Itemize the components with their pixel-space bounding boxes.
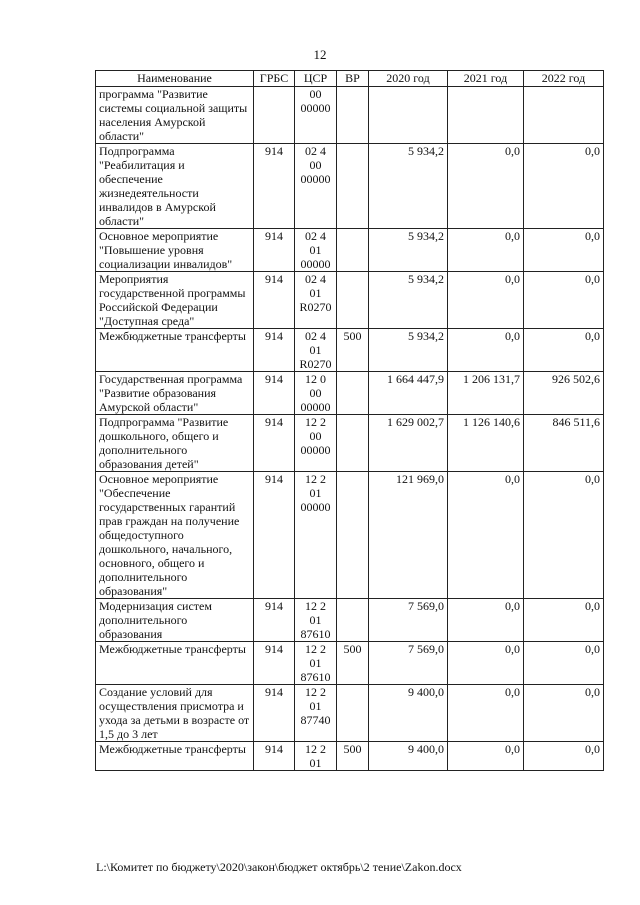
cell-grbs: 914 <box>254 329 295 372</box>
cell-2022: 926 502,6 <box>524 372 604 415</box>
cell-grbs: 914 <box>254 742 295 771</box>
cell-2020: 5 934,2 <box>369 329 448 372</box>
cell-grbs: 914 <box>254 472 295 599</box>
cell-csr <box>295 144 337 229</box>
cell-2021: 0,0 <box>448 144 524 229</box>
cell-2020 <box>369 87 448 144</box>
csr-code-part: 00 <box>309 87 322 101</box>
cell-name: Межбюджетные трансферты <box>96 329 254 372</box>
cell-2022 <box>524 87 604 144</box>
csr-code-part: 12 2 <box>305 742 326 756</box>
cell-vr: 500 <box>337 642 369 685</box>
cell-csr <box>295 329 337 372</box>
csr-code-part: 12 2 <box>305 685 326 699</box>
cell-vr: 500 <box>337 742 369 771</box>
footer-file-path: L:\Комитет по бюджету\2020\закон\бюджет октябрь\2 тение\Zakon.docx <box>96 860 462 874</box>
header-grbs: ГРБС <box>254 71 295 87</box>
cell-vr <box>337 472 369 599</box>
cell-2020: 1 664 447,9 <box>369 372 448 415</box>
csr-code-part: 87610 <box>300 627 331 641</box>
csr-code-part: 01 <box>309 699 322 713</box>
csr-code-part: 01 <box>309 656 322 670</box>
header-vr: ВР <box>337 71 369 87</box>
cell-2021: 0,0 <box>448 329 524 372</box>
table-row <box>96 229 604 272</box>
cell-csr <box>295 415 337 472</box>
csr-code-part: 12 2 <box>305 642 326 656</box>
csr-code-part: 12 2 <box>305 599 326 613</box>
csr-code-part: R0270 <box>299 300 332 314</box>
table-header-row <box>96 71 604 87</box>
cell-2021: 0,0 <box>448 272 524 329</box>
cell-2022: 0,0 <box>524 599 604 642</box>
cell-vr <box>337 87 369 144</box>
table-row <box>96 685 604 742</box>
cell-2021: 0,0 <box>448 685 524 742</box>
csr-code-part: 87610 <box>300 670 331 684</box>
cell-grbs <box>254 87 295 144</box>
table-row <box>96 642 604 685</box>
csr-code-part: 87740 <box>300 713 331 727</box>
csr-code-part: 12 0 <box>305 372 326 386</box>
cell-2021: 0,0 <box>448 642 524 685</box>
cell-2022: 0,0 <box>524 472 604 599</box>
cell-grbs: 914 <box>254 599 295 642</box>
csr-code-part: 01 <box>309 243 322 257</box>
cell-2021: 0,0 <box>448 599 524 642</box>
csr-code-part: 01 <box>309 613 322 627</box>
cell-grbs: 914 <box>254 685 295 742</box>
cell-csr <box>295 742 337 771</box>
csr-code-part: R0270 <box>299 357 332 371</box>
cell-vr <box>337 415 369 472</box>
csr-code-part: 01 <box>309 486 322 500</box>
csr-code-part: 00000 <box>300 500 331 514</box>
cell-vr <box>337 372 369 415</box>
table-row <box>96 599 604 642</box>
cell-vr: 500 <box>337 329 369 372</box>
cell-2022: 0,0 <box>524 229 604 272</box>
table-row <box>96 272 604 329</box>
cell-name: Межбюджетные трансферты <box>96 642 254 685</box>
cell-2022: 0,0 <box>524 272 604 329</box>
csr-code-part: 12 2 <box>305 472 326 486</box>
header-2021: 2021 год <box>448 71 524 87</box>
cell-grbs: 914 <box>254 229 295 272</box>
cell-2020: 7 569,0 <box>369 599 448 642</box>
cell-name: Модернизация систем дополнительного образования <box>96 599 254 642</box>
cell-csr <box>295 642 337 685</box>
cell-vr <box>337 144 369 229</box>
cell-csr <box>295 685 337 742</box>
csr-code-part: 12 2 <box>305 415 326 429</box>
cell-2022: 846 511,6 <box>524 415 604 472</box>
table-row <box>96 472 604 599</box>
cell-vr <box>337 272 369 329</box>
cell-name: Государственная программа "Развитие образования Амурской области" <box>96 372 254 415</box>
cell-2021: 1 206 131,7 <box>448 372 524 415</box>
table-row <box>96 742 604 771</box>
csr-code-part: 02 4 <box>305 229 326 243</box>
csr-code-part: 00000 <box>300 443 331 457</box>
cell-csr <box>295 87 337 144</box>
cell-csr <box>295 372 337 415</box>
cell-csr <box>295 472 337 599</box>
cell-2022: 0,0 <box>524 144 604 229</box>
cell-2020: 5 934,2 <box>369 144 448 229</box>
cell-2022: 0,0 <box>524 685 604 742</box>
cell-grbs: 914 <box>254 415 295 472</box>
cell-grbs: 914 <box>254 144 295 229</box>
csr-code-part: 00 <box>309 429 322 443</box>
cell-2020: 1 629 002,7 <box>369 415 448 472</box>
cell-2020: 9 400,0 <box>369 685 448 742</box>
csr-code-part: 00000 <box>300 257 331 271</box>
cell-name: Основное мероприятие "Обеспечение государственных гарантий прав граждан на получение общедоступного дошкольного, начального, основного, общего и дополнительного образования" <box>96 472 254 599</box>
cell-vr <box>337 685 369 742</box>
cell-2020: 5 934,2 <box>369 272 448 329</box>
csr-code-part: 01 <box>309 286 322 300</box>
csr-code-part: 01 <box>309 343 322 357</box>
budget-table <box>95 70 604 771</box>
cell-grbs: 914 <box>254 372 295 415</box>
cell-2021: 1 126 140,6 <box>448 415 524 472</box>
cell-csr <box>295 229 337 272</box>
csr-code-part: 00000 <box>300 172 331 186</box>
cell-name: программа "Развитие системы социальной защиты населения Амурской области" <box>96 87 254 144</box>
cell-grbs: 914 <box>254 642 295 685</box>
cell-name: Подпрограмма "Реабилитация и обеспечение жизнедеятельности инвалидов в Амурской области" <box>96 144 254 229</box>
cell-2020: 7 569,0 <box>369 642 448 685</box>
cell-grbs: 914 <box>254 272 295 329</box>
csr-code-part: 00000 <box>300 101 331 115</box>
cell-2020: 121 969,0 <box>369 472 448 599</box>
page-number: 12 <box>313 47 327 62</box>
header-2020: 2020 год <box>369 71 448 87</box>
cell-name: Основное мероприятие "Повышение уровня социализации инвалидов" <box>96 229 254 272</box>
csr-code-part: 00000 <box>300 400 331 414</box>
cell-csr <box>295 272 337 329</box>
cell-2022: 0,0 <box>524 742 604 771</box>
cell-2020: 5 934,2 <box>369 229 448 272</box>
cell-2022: 0,0 <box>524 329 604 372</box>
cell-2020: 9 400,0 <box>369 742 448 771</box>
cell-name: Мероприятия государственной программы Российской Федерации "Доступная среда" <box>96 272 254 329</box>
csr-code-part: 02 4 <box>305 272 326 286</box>
cell-2021 <box>448 87 524 144</box>
cell-name: Подпрограмма "Развитие дошкольного, общего и дополнительного образования детей" <box>96 415 254 472</box>
csr-code-part: 02 4 <box>305 329 326 343</box>
cell-2021: 0,0 <box>448 229 524 272</box>
cell-2021: 0,0 <box>448 472 524 599</box>
cell-2021: 0,0 <box>448 742 524 771</box>
cell-csr <box>295 599 337 642</box>
table-row <box>96 87 604 144</box>
csr-code-part: 00 <box>309 158 322 172</box>
csr-code-part: 00 <box>309 386 322 400</box>
cell-2022: 0,0 <box>524 642 604 685</box>
csr-code-part: 01 <box>309 756 322 770</box>
table-row <box>96 372 604 415</box>
cell-vr <box>337 599 369 642</box>
table-row <box>96 415 604 472</box>
table-row <box>96 144 604 229</box>
cell-name: Создание условий для осуществления присмотра и ухода за детьми в возрасте от 1,5 до 3 лет <box>96 685 254 742</box>
cell-vr <box>337 229 369 272</box>
header-2022: 2022 год <box>524 71 604 87</box>
csr-code-part: 02 4 <box>305 144 326 158</box>
cell-name: Межбюджетные трансферты <box>96 742 254 771</box>
header-name: Наименование <box>96 71 254 87</box>
header-csr: ЦСР <box>295 71 337 87</box>
table-row <box>96 329 604 372</box>
